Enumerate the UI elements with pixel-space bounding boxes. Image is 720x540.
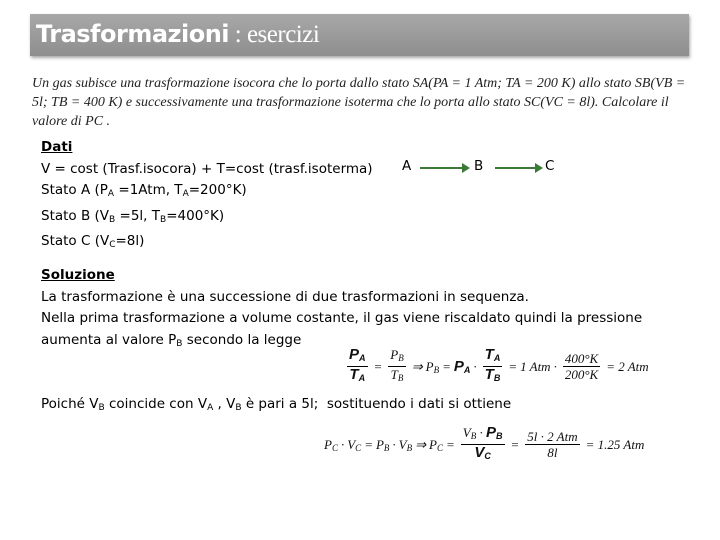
soluzione-heading: Soluzione: [41, 267, 115, 283]
eq1-frac-temp: [563, 351, 600, 382]
dati-line-3: Stato B ($V_B =5l$, $T_B=400^\circ K$): [41, 207, 225, 225]
soluzione-block: [41, 265, 642, 355]
title-subtitle: : esercizi: [229, 21, 320, 48]
state-b-expr: SB(VB = 5l; TB = 400 K): [32, 76, 686, 110]
equation-2: $P_C$ · $V_C$ = $P_B$ · $V_B$ ⇒ $P_C$ = $\frac{V_B \cdot P_B}{V_C}$ = $\frac{\text{5l · 2 Atm}}{8l}$ = 1.25 Atm: [324, 425, 647, 464]
eq1-value-1atm: 1 Atm: [520, 358, 551, 374]
title-main: Trasformazioni: [36, 20, 230, 48]
slide-title: [36, 20, 319, 49]
eq1-temp-den: 200°K: [564, 367, 599, 382]
soluzione-para-3: aumenta al valore $P_B$ secondo la legge: [41, 331, 302, 349]
eq1-frac-t: $\frac{T_A}{T_B}$: [484, 346, 501, 383]
soluzione-para-4: Poiché $V_B$ coincide con $V_A$ , $V_B$ è pari a 5l; sostituendo i dati si ottiene: [41, 396, 512, 413]
problem-text-3: e successivamente una trasformazione isoterma che lo porta allo stato: [125, 95, 521, 110]
dati-line-2: Stato A ($P_A =1Atm$, $T_A=200^\circ K$): [41, 182, 247, 199]
equation-1: $\frac{P_A}{T_A}$ = $\frac{P_B}{T_B}$ ⇒ $P_B$ = $P_A$ · $\frac{T_A}{T_B}$ = 1 Atm · $\frac{400^\circ K}{200^\circ K}$ = 2 Atm: [344, 347, 652, 386]
problem-text-2: allo stato: [578, 76, 632, 91]
eq2-result: = 1.25 Atm: [585, 436, 645, 452]
dati-line-4: Stato C $(V_C=8l)$: [41, 233, 145, 250]
state-c-expr: SC(VC = 8l).: [524, 95, 599, 110]
title-bar: [30, 14, 689, 56]
arrow-b-c: [495, 167, 537, 169]
eq2-frac-values: [525, 429, 579, 460]
flow-label-b: B: [474, 158, 484, 174]
eq1-frac-pb: $\frac{P_B}{T_B}$: [390, 347, 404, 383]
arrow-a-b: [420, 167, 464, 169]
flow-label-c: C: [545, 158, 555, 174]
soluzione-para-1: La trasformazione è una successione di due trasformazioni in sequenza.: [41, 288, 529, 305]
dati-block: [41, 137, 373, 257]
flow-label-a: A: [402, 158, 412, 174]
eq1-temp-num: 400°K: [564, 351, 599, 366]
problem-text-4: Calcolare il valore di PC .: [32, 95, 669, 129]
dati-line-1-text: V = cost (Trasf.isocora) + T=cost (trasf.isoterma): [41, 160, 373, 177]
eq2-num-val: 5l · 2 Atm: [527, 429, 578, 444]
dati-line-1: [41, 159, 373, 181]
dati-heading: Dati: [41, 139, 73, 155]
eq2-den-val: 8l: [547, 445, 558, 460]
soluzione-para-2: Nella prima trasformazione a volume costante, il gas viene riscaldato quindi la pressione: [41, 310, 643, 326]
state-a-expr: SA(PA = 1 Atm; TA = 200 K): [412, 76, 576, 91]
eq2-frac-symbolic: $\frac{V_B \cdot P_B}{V_C}$: [462, 424, 503, 461]
problem-statement: [32, 74, 704, 131]
eq1-frac-p: $\frac{P_A}{T_A}$: [349, 346, 366, 383]
problem-text-1: Un gas subisce una trasformazione isocora che lo porta dallo stato: [32, 76, 410, 91]
eq1-result: = 2 Atm: [606, 358, 649, 374]
